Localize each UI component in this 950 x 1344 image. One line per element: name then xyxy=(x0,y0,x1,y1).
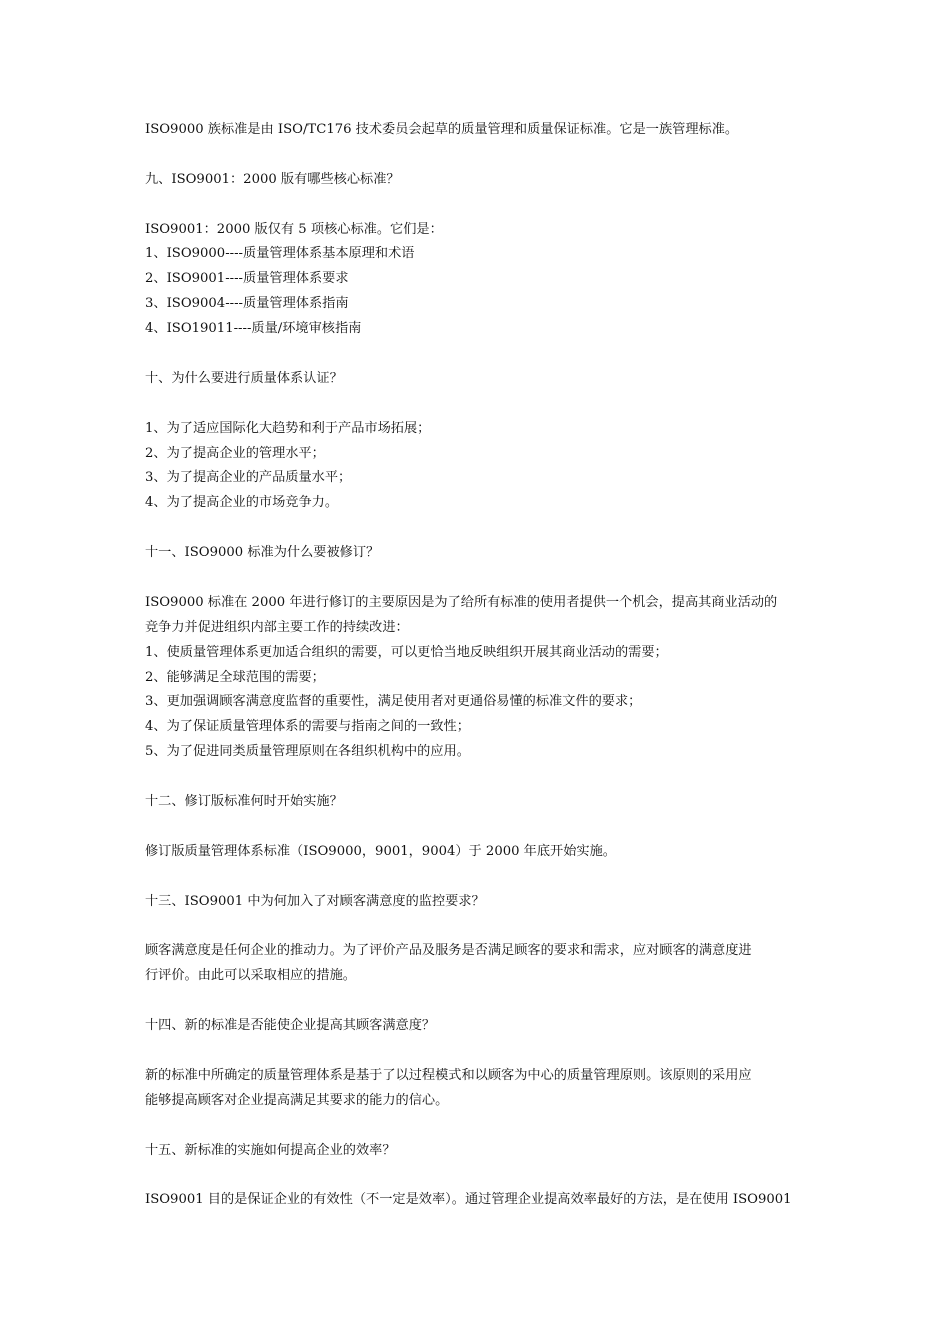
blank-line xyxy=(145,1114,815,1139)
section-heading: 十四、新的标准是否能使企业提高其顾客满意度？ xyxy=(145,1018,436,1034)
blank-line xyxy=(145,1163,815,1188)
text-line: 修订版质量管理体系标准（ISO9000，9001，9004）于 2000 年底开始实施。 xyxy=(145,843,616,859)
section-heading: 十二、修订版标准何时开始实施？ xyxy=(145,794,343,810)
text-line: ISO9001 目的是保证企业的有效性（不一定是效率）。通过管理企业提高效率最好的方法，是在使用 ISO9001 xyxy=(145,1192,792,1208)
blank-line xyxy=(145,566,815,591)
text-line: ISO9000 标准在 2000 年进行修订的主要原因是为了给所有标准的使用者提供一个机会，提高其商业活动的 xyxy=(145,594,778,610)
blank-line xyxy=(145,815,815,840)
text-line: 新的标准中所确定的质量管理体系是基于了以过程模式和以顾客为中心的质量管理原则。该原则的采用应 xyxy=(145,1067,752,1083)
list-item: 3、更加强调顾客满意度监督的重要性，满足使用者对更通俗易懂的标准文件的要求； xyxy=(145,694,642,710)
list-item: 4、为了提高企业的市场竞争力。 xyxy=(145,495,339,511)
blank-line xyxy=(145,865,815,890)
section-heading: 十三、ISO9001 中为何加入了对顾客满意度的监控要求？ xyxy=(145,893,485,909)
list-item: 2、为了提高企业的管理水平； xyxy=(145,445,325,461)
blank-line xyxy=(145,342,815,367)
list-item: 4、为了保证质量管理体系的需要与指南之间的一致性； xyxy=(145,719,470,735)
list-item: 2、ISO9001----质量管理体系要求 xyxy=(145,271,349,287)
section-heading: 十一、ISO9000 标准为什么要被修订？ xyxy=(145,545,380,561)
list-item: 3、为了提高企业的产品质量水平； xyxy=(145,470,352,486)
text-line: 顾客满意度是任何企业的推动力。为了评价产品及服务是否满足顾客的要求和需求，应对顾客的满意度进 xyxy=(145,943,752,959)
blank-line xyxy=(145,392,815,417)
section-heading: 九、ISO9001：2000 版有哪些核心标准？ xyxy=(145,171,400,187)
section-heading: 十五、新标准的实施如何提高企业的效率？ xyxy=(145,1142,396,1158)
text-line: ISO9000 族标准是由 ISO/TC176 技术委员会起草的质量管理和质量保证标准。它是一族管理标准。 xyxy=(145,122,739,137)
text-line: 行评价。由此可以采取相应的措施。 xyxy=(145,968,356,984)
blank-line xyxy=(145,143,815,168)
text-line: 竞争力并促进组织内部主要工作的持续改进： xyxy=(145,619,409,635)
blank-line xyxy=(145,516,815,541)
text-line: 能够提高顾客对企业提高满足其要求的能力的信心。 xyxy=(145,1092,449,1108)
list-item: 1、ISO9000----质量管理体系基本原理和术语 xyxy=(145,246,415,262)
list-item: 1、为了适应国际化大趋势和利于产品市场拓展； xyxy=(145,420,431,436)
document-body xyxy=(145,118,815,1213)
blank-line xyxy=(145,989,815,1014)
blank-line xyxy=(145,915,815,940)
list-item: 3、ISO9004----质量管理体系指南 xyxy=(145,296,349,312)
section-heading: 十、为什么要进行质量体系认证？ xyxy=(145,370,343,386)
list-item: 4、ISO19011----质量/环境审核指南 xyxy=(145,321,362,337)
text-line: ISO9001：2000 版仅有 5 项核心标准。它们是： xyxy=(145,221,443,237)
blank-line xyxy=(145,1039,815,1064)
list-item: 2、能够满足全球范围的需要； xyxy=(145,669,325,685)
list-item: 1、使质量管理体系更加适合组织的需要，可以更恰当地反映组织开展其商业活动的需要； xyxy=(145,644,668,660)
list-item: 5、为了促进同类质量管理原则在各组织机构中的应用。 xyxy=(145,744,470,760)
blank-line xyxy=(145,193,815,218)
blank-line xyxy=(145,765,815,790)
